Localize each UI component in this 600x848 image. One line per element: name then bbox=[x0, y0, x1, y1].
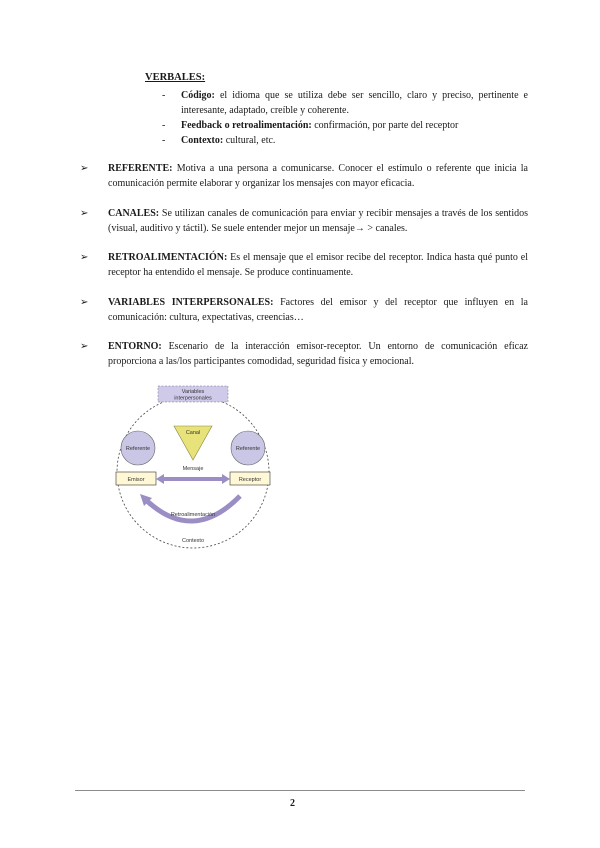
list-item bbox=[162, 133, 528, 148]
variables-label-2: interpersonales bbox=[174, 395, 212, 402]
bullet-entorno bbox=[80, 339, 528, 369]
arrow-bullet-icon: ➢ bbox=[80, 341, 89, 352]
bullet-canales bbox=[80, 206, 528, 236]
footer-divider bbox=[75, 790, 525, 791]
arrow-bullet-icon: ➢ bbox=[80, 252, 89, 263]
bullet-term: CANALES: bbox=[108, 208, 160, 219]
bullet-referente bbox=[80, 161, 528, 191]
referente-left-label: Referente bbox=[125, 446, 151, 452]
bullet-term: RETROALIMENTACIÓN: bbox=[108, 252, 228, 263]
variables-label-1: Variables bbox=[181, 389, 205, 395]
bullet-text: Motiva a una persona a comunicarse. Conocer el estímulo o referente que inicia la comunicación permite elaborar y organizar los mensajes con mayor eficacia. bbox=[108, 163, 528, 189]
term-codigo: Código: bbox=[181, 90, 215, 101]
list-item bbox=[162, 118, 528, 133]
arrow-bullet-icon: ➢ bbox=[80, 208, 89, 219]
mensaje-arrowhead-right bbox=[222, 474, 230, 484]
verbales-list bbox=[162, 88, 528, 148]
communication-diagram bbox=[108, 384, 278, 550]
dash-bullet: - bbox=[162, 135, 166, 146]
dash-bullet: - bbox=[162, 90, 166, 101]
bullet-term: REFERENTE: bbox=[108, 163, 173, 174]
term-contexto: Contexto: bbox=[181, 135, 224, 146]
text-codigo: el idioma que se utiliza debe ser sencillo, claro y preciso, pertinente e interesante, adaptado, creíble y coherente. bbox=[181, 90, 528, 116]
arrow-bullet-icon: ➢ bbox=[80, 297, 89, 308]
verbales-heading: VERBALES: bbox=[145, 72, 206, 83]
page-number: 2 bbox=[290, 798, 295, 809]
bullet-term: VARIABLES INTERPERSONALES: bbox=[108, 297, 274, 308]
bullet-variables-interpersonales bbox=[80, 295, 528, 325]
mensaje-label: Mensaje bbox=[182, 466, 204, 472]
text-feedback: confirmación, por parte del receptor bbox=[311, 120, 459, 131]
text-contexto: cultural, etc. bbox=[223, 135, 276, 146]
canal-label: Canal bbox=[185, 430, 201, 436]
retroalimentacion-label: Retroalimentación bbox=[170, 512, 216, 518]
arrow-bullet-icon: ➢ bbox=[80, 163, 89, 174]
bullet-term: ENTORNO: bbox=[108, 341, 162, 352]
bullet-text: Factores del emisor y del receptor que influyen en la comunicación: cultura, expectativas, creencias… bbox=[108, 297, 528, 323]
bullet-retroalimentacion bbox=[80, 250, 528, 280]
dash-bullet: - bbox=[162, 120, 166, 131]
bullet-text: Se utilizan canales de comunicación para enviar y recibir mensajes a través de los sentidos (visual, auditivo y táctil). Se suele entender mejor un mensaje→ > canales. bbox=[108, 208, 528, 234]
term-feedback: Feedback o retroalimentación: bbox=[181, 120, 312, 131]
bullet-text: Escenario de la interacción emisor-receptor. Un entorno de comunicación eficaz proporciona a las/los participantes comodidad, seguridad física y emocional. bbox=[108, 341, 528, 367]
bullet-text: Es el mensaje que el emisor recibe del receptor. Indica hasta qué punto el receptor ha entendido el mensaje. Se produce continuamente. bbox=[108, 252, 528, 278]
emisor-label: Emisor bbox=[127, 477, 145, 483]
list-item bbox=[162, 88, 528, 118]
entorno-label: Contexto bbox=[181, 538, 205, 544]
mensaje-arrowhead-left bbox=[156, 474, 164, 484]
referente-right-label: Referente bbox=[235, 446, 261, 452]
receptor-label: Receptor bbox=[238, 477, 262, 483]
